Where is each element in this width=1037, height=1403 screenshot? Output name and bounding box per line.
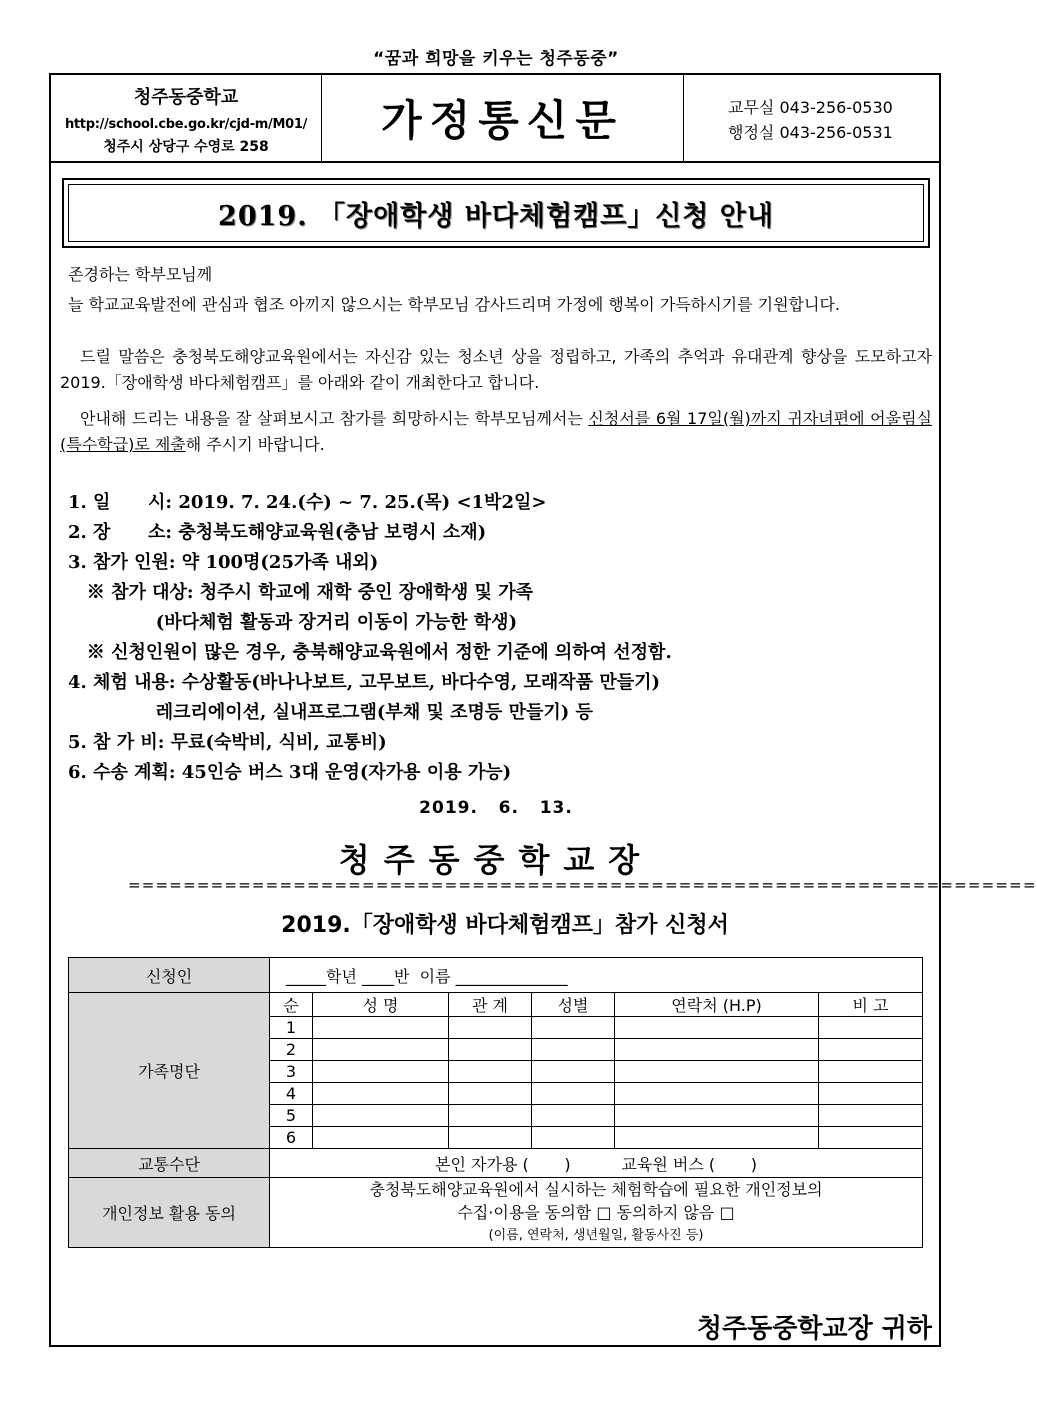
relation-cell[interactable] (449, 1061, 532, 1083)
privacy-consent-choice[interactable]: 수집·이용을 동의함 □ 동의하지 않음 □ (457, 1203, 735, 1222)
contact-info (684, 75, 939, 161)
name-cell[interactable] (313, 1061, 449, 1083)
relation-cell[interactable] (449, 1017, 532, 1039)
name-cell[interactable] (313, 1017, 449, 1039)
event-details (68, 488, 672, 788)
relation-cell[interactable] (449, 1127, 532, 1149)
row-number: 2 (270, 1039, 313, 1061)
document-title: 가정통신문 (322, 75, 684, 161)
family-label: 가족명단 (69, 993, 270, 1149)
gender-cell[interactable] (532, 1083, 615, 1105)
name-cell[interactable] (313, 1127, 449, 1149)
gender-cell[interactable] (532, 1127, 615, 1149)
col-header-name: 성 명 (313, 993, 449, 1017)
row-number: 1 (270, 1017, 313, 1039)
motto: “꿈과 희망을 키우는 청주동중” (373, 49, 619, 69)
detail-line: 5. 참 가 비: 무료(숙박비, 식비, 교통비) (68, 732, 387, 753)
transport-label: 교통수단 (69, 1149, 270, 1178)
detail-line: 1. 일 시: 2019. 7. 24.(수) ~ 7. 25.(목) <1박2일> (68, 492, 547, 513)
contact-office: 교무실 043-256-0530 (728, 98, 893, 117)
phone-cell[interactable] (615, 1061, 819, 1083)
issue-date: 2019. 6. 13. (419, 798, 573, 818)
note-cell[interactable] (819, 1061, 923, 1083)
row-number: 5 (270, 1105, 313, 1127)
detail-line: 2. 장 소: 충청북도해양교육원(충남 보령시 소재) (68, 522, 487, 543)
col-header-no: 순 (270, 993, 313, 1017)
relation-cell[interactable] (449, 1083, 532, 1105)
detail-line: (바다체험 활동과 장거리 이동이 가능한 학생) (68, 612, 518, 633)
applicant-label: 신청인 (69, 958, 270, 993)
paragraph-3 (60, 406, 932, 458)
school-address: 청주시 상당구 수영로 258 (103, 139, 269, 155)
application-form (68, 957, 923, 1248)
form-title: 2019.「장애학생 바다체험캠프」참가 신청서 (281, 913, 729, 938)
transport-field[interactable]: 본인 자가용 ( ) 교육원 버스 ( ) (270, 1149, 923, 1178)
name-cell[interactable] (313, 1083, 449, 1105)
school-name: 청주동중학교 (133, 87, 239, 108)
notice-title-box (62, 178, 930, 248)
note-cell[interactable] (819, 1127, 923, 1149)
phone-cell[interactable] (615, 1039, 819, 1061)
greeting-text: 존경하는 학부모님께 (68, 265, 213, 284)
detail-line: ※ 신청인원이 많은 경우, 충북해양교육원에서 정한 기준에 의하여 선정함. (68, 642, 672, 663)
cut-line: ================================================================== (128, 876, 1037, 894)
note-cell[interactable] (819, 1039, 923, 1061)
paragraph-1: 늘 학교교육발전에 관심과 협조 아끼지 않으시는 학부모님 감사드리며 가정에 행복이 가득하시기를 기원합니다. (68, 295, 841, 314)
note-cell[interactable] (819, 1105, 923, 1127)
note-cell[interactable] (819, 1083, 923, 1105)
phone-cell[interactable] (615, 1105, 819, 1127)
paragraph-2: 드릴 말씀은 충청북도해양교육원에서는 자신감 있는 청소년 상을 정립하고, 가족의 추억과 유대관계 향상을 도모하고자 2019.「장애학생 바다체험캠프」를 아래와 같이 개최한다고 합니다. (60, 347, 932, 392)
detail-line: 3. 참가 인원: 약 100명(25가족 내외) (68, 552, 379, 573)
paragraph-3-pre: 안내해 드리는 내용을 잘 살펴보시고 참가를 희망하시는 학부모님께서는 (80, 409, 589, 428)
principal-signature: 청주동중학교장 (338, 841, 654, 879)
col-header-gender: 성별 (532, 993, 615, 1017)
gender-cell[interactable] (532, 1061, 615, 1083)
row-number: 4 (270, 1083, 313, 1105)
paragraph-3-deadline: 신청서를 6월 17일(월)까지 귀자녀편에 어울림실(특수학급)로 제출 (60, 409, 932, 454)
gender-cell[interactable] (532, 1017, 615, 1039)
school-url[interactable]: http://school.cbe.go.kr/cjd-m/M01/ (64, 117, 308, 132)
phone-cell[interactable] (615, 1127, 819, 1149)
contact-admin: 행정실 043-256-0531 (728, 123, 893, 142)
row-number: 6 (270, 1127, 313, 1149)
note-cell[interactable] (819, 1017, 923, 1039)
phone-cell[interactable] (615, 1017, 819, 1039)
name-cell[interactable] (313, 1039, 449, 1061)
col-header-relation: 관 계 (449, 993, 532, 1017)
relation-cell[interactable] (449, 1105, 532, 1127)
paragraph-3-post: 해 주시기 바랍니다. (185, 435, 325, 454)
detail-line: 4. 체험 내용: 수상활동(바나나보트, 고무보트, 바다수영, 모래작품 만들기) (68, 672, 660, 693)
notice-title: 2019. 「장애학생 바다체험캠프」신청 안내 (68, 184, 924, 242)
letterhead (51, 75, 939, 163)
name-cell[interactable] (313, 1105, 449, 1127)
phone-cell[interactable] (615, 1083, 819, 1105)
col-header-note: 비 고 (819, 993, 923, 1017)
row-number: 3 (270, 1061, 313, 1083)
privacy-label: 개인정보 활용 동의 (69, 1178, 270, 1248)
col-header-phone: 연락처 (H.P) (615, 993, 819, 1017)
detail-line: ※ 참가 대상: 청주시 학교에 재학 중인 장애학생 및 가족 (68, 582, 533, 603)
gender-cell[interactable] (532, 1039, 615, 1061)
privacy-line-1: 충청북도해양교육원에서 실시하는 체험학습에 필요한 개인정보의 (369, 1180, 823, 1199)
addressee: 청주동중학교장 귀하 (696, 1314, 932, 1344)
gender-cell[interactable] (532, 1105, 615, 1127)
school-info (51, 75, 322, 161)
greeting (60, 262, 932, 288)
detail-line: 레크리에이션, 실내프로그램(부채 및 조명등 만들기) 등 (68, 702, 593, 723)
privacy-line-3: (이름, 연락처, 생년월일, 활동사진 등) (488, 1228, 704, 1243)
detail-line: 6. 수송 계획: 45인승 버스 3대 운영(자가용 이용 가능) (68, 762, 512, 783)
applicant-field[interactable]: _____학년 ____반 이름 ______________ (270, 958, 923, 993)
privacy-consent (270, 1178, 923, 1248)
relation-cell[interactable] (449, 1039, 532, 1061)
